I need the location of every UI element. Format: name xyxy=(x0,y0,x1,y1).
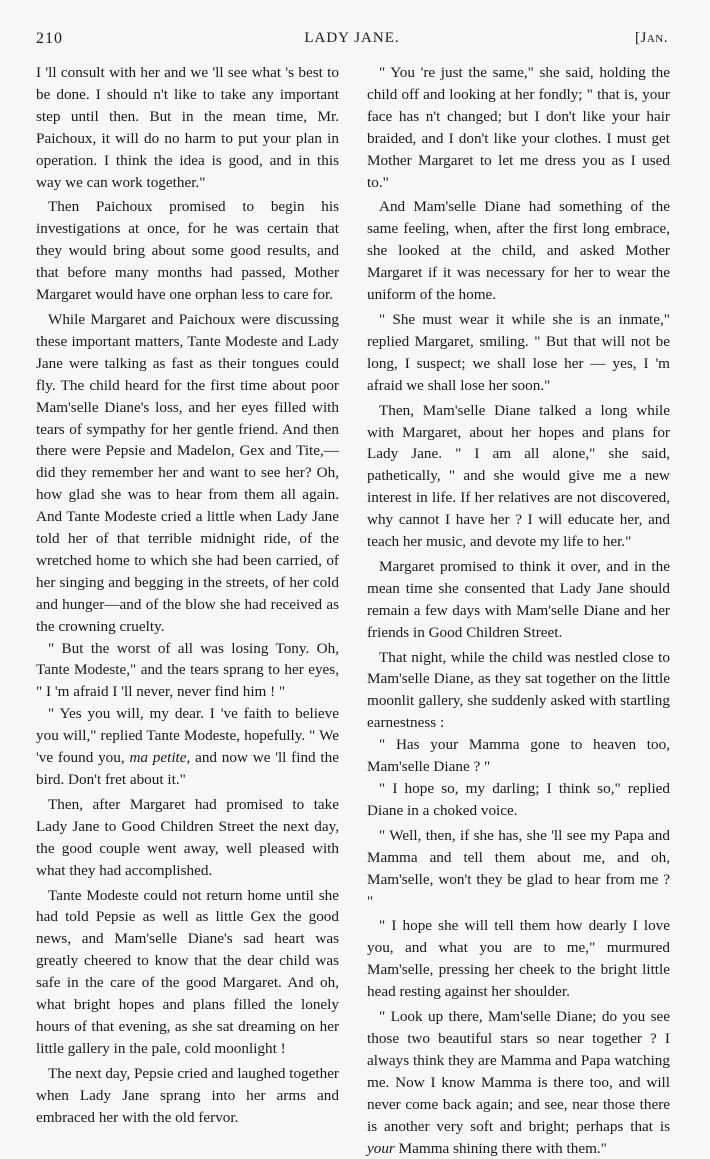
right-column xyxy=(367,62,670,1159)
running-title: LADY JANE. xyxy=(304,30,400,46)
paragraph: I 'll consult with her and we 'll see what 's best to be done. I should n't like to take any important step until then. But in the mean time, Mr. Paichoux, it will do no harm to put your plan in operation. I think the idea is good, and in this way we can work together." xyxy=(36,64,339,191)
paragraph: " I hope she will tell them how dearly I love you, and what you are to me," murmured Mam'selle, pressing her cheek to the bright little head resting against her shoulder. xyxy=(367,917,670,1001)
paragraph: While Margaret and Paichoux were discussing these important matters, Tante Modeste and Lady Jane were talking as fast as their tongues could fly. The child heard for the first time about poor Mam'selle Diane's loss, and her eyes filled with tears of sympathy for her gentle friend. And then there were Pepsie and Madelon, Gex and Tite,—did they remember her and want to see her? Oh, how glad she was to hear from them all again. And Tante Modeste cried a little when Lady Jane told her of that terrible midnight ride, of the wretched home to which she had been carried, of her singing and begging in the streets, of her cold and hunger—and of the blow she had received as the crowning cruelty. xyxy=(36,310,339,635)
issue-month: [Jan. xyxy=(635,30,668,46)
italic-phrase: ma petite xyxy=(129,749,187,767)
page-number: 210 xyxy=(36,30,63,47)
paragraph: " Well, then, if she has, she 'll see my Papa and Mamma and tell them about me, and oh, Mam'selle, won't they be glad to hear from me ? " xyxy=(367,826,670,910)
paragraph: " You 're just the same," she said, holding the child off and looking at her fondly; " that is, your face has n't changed; but I don't like your hair braided, and I don't like your clothes. I must get Mother Margaret to let me dress you as I used to." xyxy=(367,64,670,191)
paragraph: " Has your Mamma gone to heaven too, Mam'selle Diane ? " xyxy=(367,736,670,776)
paragraph: Then Paichoux promised to begin his investigations at once, for he was certain that they would bring about some good results, and that before many months had passed, Mother Margaret would have one orphan less to care for. xyxy=(36,198,339,304)
left-column xyxy=(36,62,339,1129)
text-run: " Yes you will, my dear. I 've faith to believe you will," replied Tante Modeste, hopefully. " We 've found you, xyxy=(36,705,339,767)
paragraph: Then, Mam'selle Diane talked a long while with Margaret, about her hopes and plans for Lady Jane. " I am all alone," she said, pathetically, " and she would give me a new interest in life. If her relatives are not discovered, why cannot I have her ? I will educate her, and teach her music, and devote my life to her." xyxy=(367,401,670,551)
text-run: " Look up there, Mam'selle Diane; do you see those two beautiful stars so near together ? I always think they are Mamma and Papa watching me. Now I know Mamma is there too, and will never come back again; and see, near those there is another very soft and bright; perhaps that is xyxy=(367,1008,670,1135)
paragraph: " But the worst of all was losing Tony. Oh, Tante Modeste," and the tears sprang to her eyes, " I 'm afraid I 'll never, never find him ! " xyxy=(36,639,339,701)
italic-word: your xyxy=(367,1139,395,1157)
text-run: , and now we 'll find the bird. Don't fret about it." xyxy=(36,749,339,788)
text-run: Mamma shining there with them." xyxy=(394,1139,607,1157)
paragraph: " She must wear it while she is an inmate," replied Margaret, smiling. " But that will not be long, I suspect; we shall lose her — yes, I 'm afraid we shall lose her soon." xyxy=(367,310,670,394)
paragraph: Then, after Margaret had promised to take Lady Jane to Good Children Street the next day, the good couple went away, well pleased with what they had accomplished. xyxy=(36,795,339,879)
paragraph: Tante Modeste could not return home until she had told Pepsie as well as little Gex the good news, and Mam'selle Diane's sad heart was greatly cheered to know that the dear child was safe in the care of the good Margaret. And oh, what bright hopes and plans filled the lonely hours of that evening, as she sat dreaming on her little gallery in the pale, cold moonlight ! xyxy=(36,886,339,1057)
paragraph: Margaret promised to think it over, and in the mean time she consented that Lady Jane should remain a few days with Mam'selle Diane and her friends in Good Children Street. xyxy=(367,557,670,641)
page-header xyxy=(36,30,668,54)
paragraph xyxy=(367,1006,670,1159)
paragraph: The next day, Pepsie cried and laughed together when Lady Jane sprang into her arms and embraced her with the old fervor. xyxy=(36,1064,339,1126)
paragraph: And Mam'selle Diane had something of the same feeling, when, after the first long embrace, she looked at the child, and asked Mother Margaret if it was necessary for her to wear the uniform of the home. xyxy=(367,198,670,304)
paragraph: That night, while the child was nestled close to Mam'selle Diane, as they sat together on the little moonlit gallery, she suddenly asked with startling earnestness : xyxy=(367,648,670,732)
paragraph: " I hope so, my darling; I think so," replied Diane in a choked voice. xyxy=(367,780,670,819)
paragraph xyxy=(36,703,339,791)
